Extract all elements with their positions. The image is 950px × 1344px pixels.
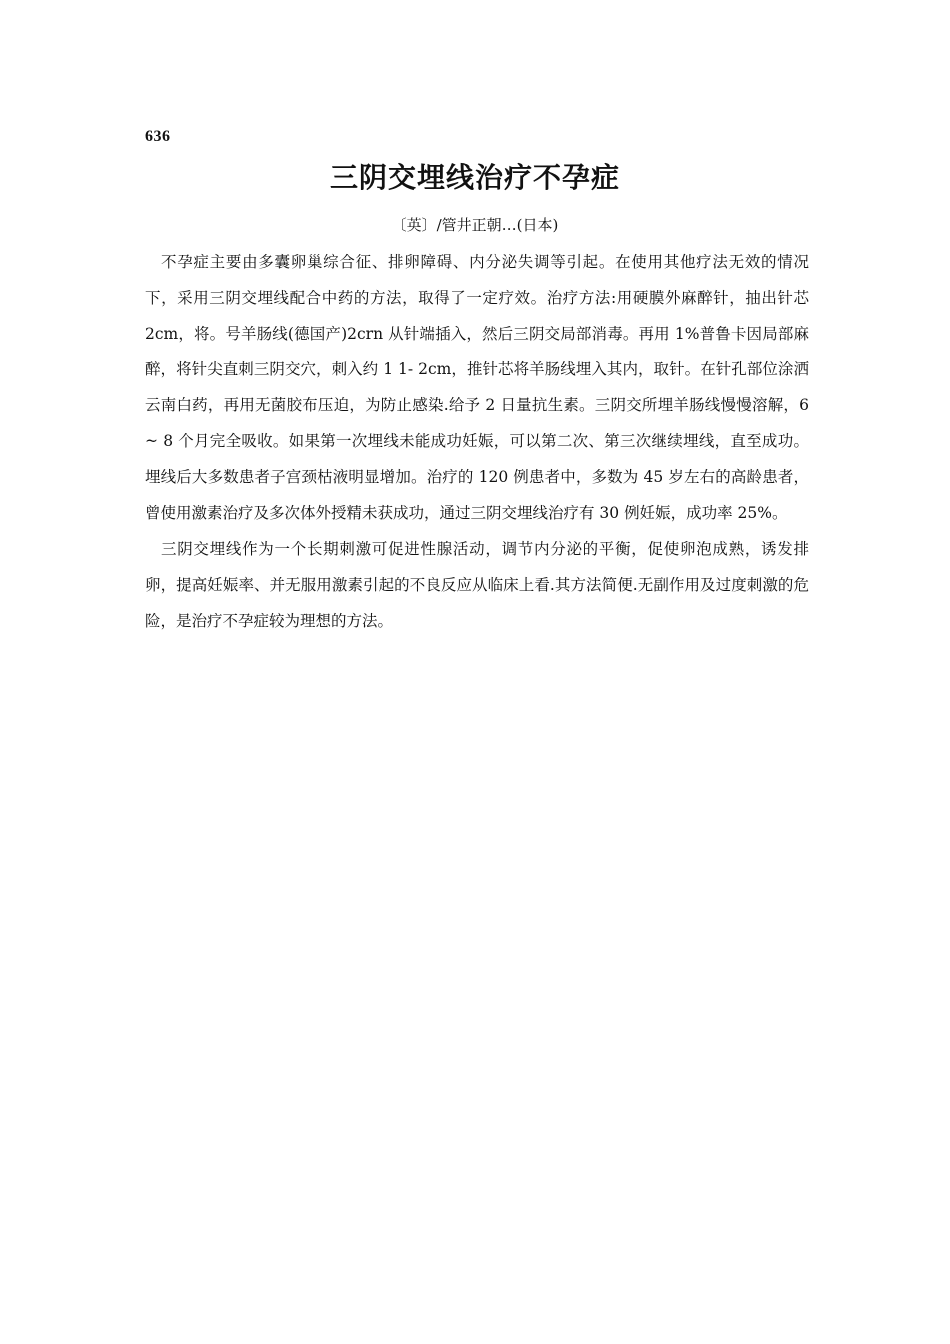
- paragraph-1: 不孕症主要由多囊卵巢综合征、排卵障碍、内分泌失调等引起。在使用其他疗法无效的情况下，采用三阴交埋线配合中药的方法，取得了一定疗效。治疗方法:用硬膜外麻醉针，抽出针芯 2cm，将。号羊肠线(德国产)2crn 从针端插入，然后三阴交局部消毒。再用 1%普鲁卡因局部麻醉，将针尖直刺三阴交穴，刺入约 1 1- 2cm，推针芯将羊肠线埋入其内，取针。在针孔部位涂洒云南白药，再用无菌胶布压迫，为防止感染.给予 2 日量抗生素。三阴交所埋羊肠线慢慢溶解，6 ~ 8 个月完全吸收。如果第一次埋线未能成功妊娠，可以第二次、第三次继续埋线，直至成功。埋线后大多数患者子宫颈枯液明显增加。治疗的 120 例患者中，多数为 45 岁左右的高龄患者，曾使用激素治疗及多次体外授精未获成功，通过三阴交埋线治疗有 30 例妊娠，成功率 25%。: [145, 253, 809, 522]
- paragraph-2: 三阴交埋线作为一个长期刺激可促进性腺活动，调节内分泌的平衡，促使卵泡成熟，诱发排卵，提高妊娠率、并无服用激素引起的不良反应从临床上看.其方法简便.无副作用及过度刺激的危险，是治疗不孕症较为理想的方法。: [145, 540, 809, 630]
- article-body: [145, 245, 809, 640]
- article-title: 三阴交埋线治疗不孕症: [329, 161, 620, 194]
- page-number: 636: [145, 128, 171, 145]
- article-byline: 〔英〕/管井正朝…(日本): [391, 216, 559, 234]
